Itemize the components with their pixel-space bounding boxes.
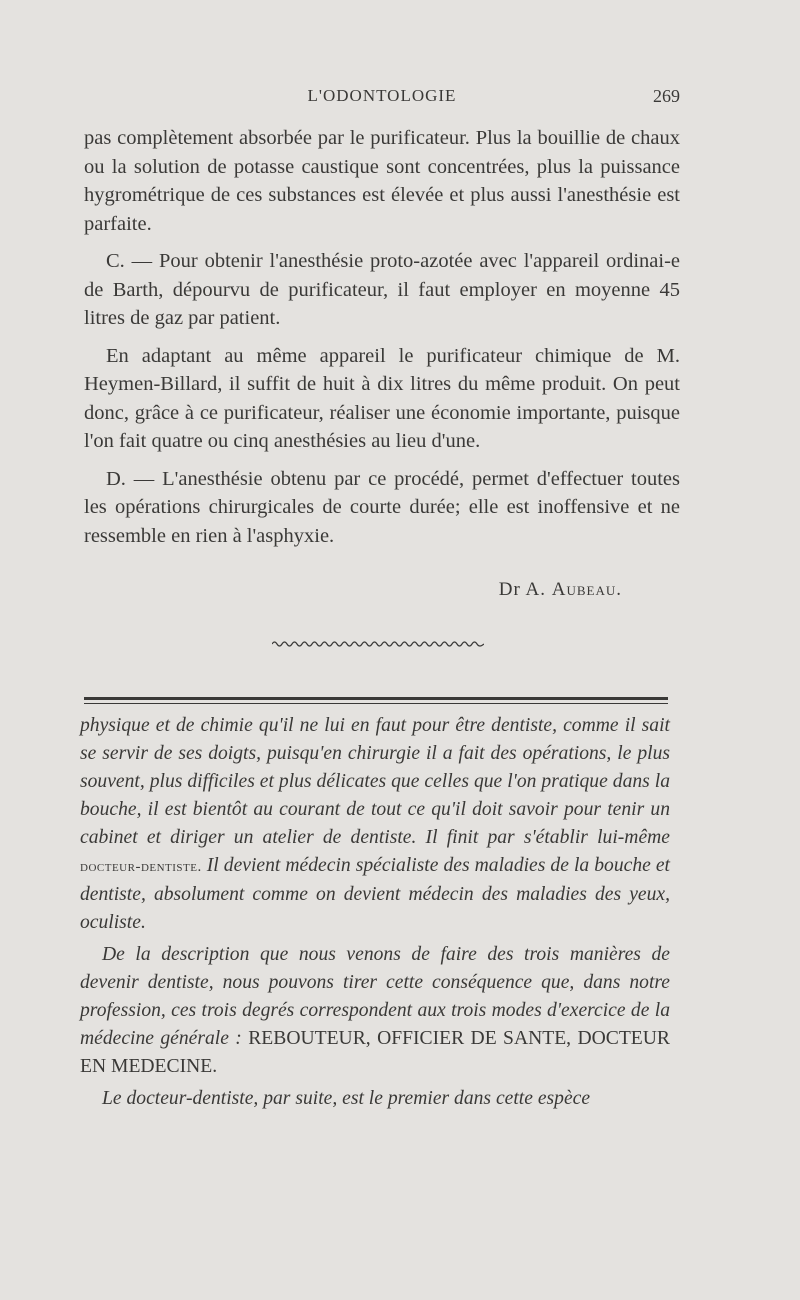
paragraph-3: En adaptant au même appareil le purificateur chimique de M. Heymen-Billard, il suffit de huit à dix litres du même produit. On peut donc, grâce à ce purificateur, réaliser une économie importante, puisque l'on fait quatre ou cinq anesthésies au lieu d'une. bbox=[84, 344, 680, 452]
page-number: 269 bbox=[653, 86, 680, 106]
paragraph-2: C. — Pour obtenir l'anesthésie proto-azotée avec l'appareil ordinai-e de Barth, dépourvu de purificateur, il faut employer en moyenne 45 litres de gaz par patient. bbox=[84, 250, 680, 329]
author-signature bbox=[499, 579, 622, 601]
continued-paragraph-2 bbox=[80, 941, 670, 1081]
signature-surname: Aubeau. bbox=[551, 579, 622, 600]
continued-p1-text: physique et de chimie qu'il ne lui en faut pour être dentiste, comme il sait se servir de ses doigts, puisqu'en chirurgie il a fait des opérations, le plus souvent, plus difficiles et plus délicates que celles que l'on pratique dans la bouche, il est bientôt au courant de tout ce qu'il doit savoir pour tenir un cabinet et diriger un atelier de dentiste. Il finit par s'établir lui-même bbox=[80, 715, 670, 848]
article-body bbox=[84, 124, 680, 559]
page-header bbox=[84, 86, 680, 110]
section-double-rule bbox=[84, 697, 668, 704]
continued-p1-smallcaps: docteur-dentiste. bbox=[80, 859, 202, 875]
signature-initial: A. bbox=[525, 579, 546, 600]
continued-article bbox=[80, 712, 670, 1117]
paragraph-1: pas complètement absorbée par le purificateur. Plus la bouillie de chaux ou la solution de potasse caustique sont concentrées, plus la puissance hygrométrique de ces substances est élevée et plus aussi l'anesthésie est parfaite. bbox=[84, 127, 680, 235]
continued-p2-caps: REBOUTEUR, OFFICIER DE SANTE, DOCTEUR EN MEDECINE. bbox=[80, 1028, 670, 1077]
continued-p2-text: De la description que nous venons de faire des trois manières de devenir dentiste, nous pouvons tirer cette conséquence que, dans notre profession, ces trois degrés correspondent aux trois modes d'exercice de la médecine générale : bbox=[80, 944, 670, 1049]
continued-p1-end: Il devient médecin spécialiste des maladies de la bouche et dentiste, absolument comme on devient médecin des maladies des yeux, oculiste. bbox=[80, 855, 670, 933]
paragraph-4: D. — L'anesthésie obtenu par ce procédé, permet d'effectuer toutes les opérations chirurgicales de courte durée; elle est inoffensive et ne ressemble en rien à l'asphyxie. bbox=[84, 467, 680, 547]
wavy-ornament-divider bbox=[272, 640, 484, 648]
signature-prefix: Dr bbox=[498, 579, 521, 600]
running-title: L'ODONTOLOGIE bbox=[307, 86, 457, 105]
continued-paragraph-1 bbox=[80, 712, 670, 937]
continued-paragraph-3: Le docteur-dentiste, par suite, est le premier dans cette espèce bbox=[102, 1088, 591, 1109]
